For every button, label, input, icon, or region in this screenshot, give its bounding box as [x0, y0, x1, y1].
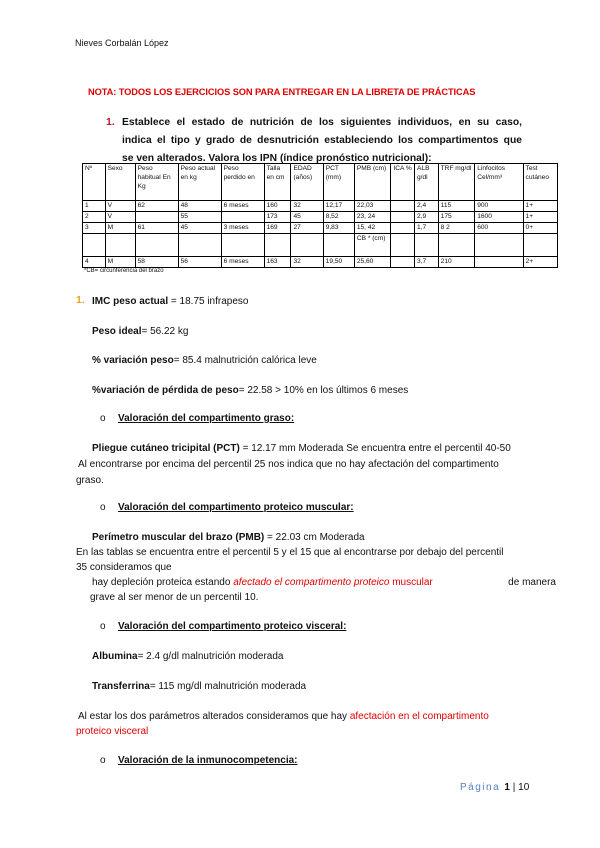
question-line: se ven alterados. Valora los IPN (índice pronóstico nutricional): — [122, 153, 432, 164]
table-cell: 8,52 — [323, 212, 354, 223]
table-row — [83, 223, 558, 234]
table-row — [83, 234, 558, 257]
alb-line — [92, 651, 283, 662]
table-header-cell: Sexo — [105, 164, 135, 201]
table-header-cell: Peso habitual En Kg — [135, 164, 178, 201]
table-cell: 55 — [178, 212, 221, 223]
table-cell: 1,7 — [415, 223, 439, 234]
table-cell: 2,4 — [415, 201, 439, 212]
muscular-line5: grave al ser menor de un percentil 10. — [90, 592, 259, 603]
table-cell: 25,60 — [354, 257, 391, 268]
table-cell: V — [105, 201, 135, 212]
table-cell: 45 — [291, 212, 323, 223]
table-cell — [83, 234, 106, 257]
table-header-cell: Talla en cm — [264, 164, 291, 201]
table-header-cell: Linfocitos Cel/mm³ — [475, 164, 523, 201]
pmb-label: Perímetro muscular del brazo (PMB) — [92, 532, 265, 543]
table-row — [83, 212, 558, 223]
imc-value: = 18.75 infrapeso — [168, 296, 249, 307]
table-cell: 22,03 — [354, 201, 391, 212]
muscular-line2: En las tablas se encuentra entre el percentil 5 y el 15 que al encontrarse por debajo del percentil — [76, 547, 504, 558]
table-header-cell: PCT (mm) — [323, 164, 354, 201]
peso-ideal-value: = 56.22 kg — [141, 326, 189, 337]
table-header-cell: Peso perdido en — [221, 164, 264, 201]
page-footer — [460, 782, 529, 793]
table-cell — [475, 257, 523, 268]
table-cell — [391, 257, 415, 268]
table-cell — [391, 201, 415, 212]
question-number: 1. — [106, 116, 115, 128]
table-cell — [438, 234, 475, 257]
table-cell: 62 — [135, 201, 178, 212]
table-cell: 23, 24 — [354, 212, 391, 223]
graso-title: Valoración del compartimento graso: — [118, 413, 295, 424]
alb-value: = 2.4 g/dl malnutrición moderada — [137, 651, 284, 662]
table-header-cell: ICA % — [391, 164, 415, 201]
peso-ideal-label: Peso ideal — [92, 326, 142, 337]
table-cell: 58 — [135, 257, 178, 268]
table-cell — [415, 234, 439, 257]
bullet-icon: o — [100, 413, 106, 424]
visceral-text: Al estar los dos parámetros alterados consideramos que hay — [78, 711, 350, 722]
table-header-row — [83, 164, 558, 201]
table-cell: 9,83 — [323, 223, 354, 234]
table-cell — [323, 234, 354, 257]
table-cell — [221, 212, 264, 223]
pct-value: = 12.17 mm Moderada Se encuentra entre el percentil 40-50 — [239, 443, 511, 454]
muscular-highlight-word: muscular — [389, 577, 433, 588]
page-total: 10 — [518, 782, 530, 793]
var-perdida-label: %variación de pérdida de peso — [92, 385, 239, 396]
table-cell: M — [105, 223, 135, 234]
table-cell — [135, 212, 178, 223]
table-cell: 3 — [83, 223, 106, 234]
trf-label: Transferrina — [92, 681, 150, 692]
muscular-title: Valoración del compartimento proteico muscular: — [118, 502, 354, 513]
table-cell: 8 2 — [438, 223, 475, 234]
var-perdida-line — [92, 385, 408, 396]
table-cell: 1 — [83, 201, 106, 212]
inmuno-title: Valoración de la inmunocompetencia: — [118, 755, 298, 766]
page-number: 1 — [504, 782, 510, 793]
table-cell: M — [105, 257, 135, 268]
page-label: Página — [460, 782, 501, 793]
peso-ideal-line — [92, 326, 188, 337]
table-cell: 1+ — [523, 201, 557, 212]
table-header-cell: ALB g/dl — [415, 164, 439, 201]
table-cell — [221, 234, 264, 257]
visceral-title: Valoración del compartimento proteico visceral: — [118, 621, 347, 632]
table-cell: 115 — [438, 201, 475, 212]
nota-heading: NOTA: TODOS LOS EJERCICIOS SON PARA ENTREGAR EN LA LIBRETA DE PRÁCTICAS — [88, 87, 476, 97]
muscular-highlight: afectado el compartimento proteico — [233, 577, 390, 588]
table-cell — [475, 234, 523, 257]
bullet-icon: o — [100, 621, 106, 632]
nutrition-table — [82, 163, 558, 268]
table-cell — [264, 234, 291, 257]
table-cell: 0+ — [523, 223, 557, 234]
graso-line2: Al encontrarse por encima del percentil 25 nos indica que no hay afectación del compartimento — [78, 459, 499, 470]
muscular-line4 — [92, 577, 556, 588]
table-cell: 2+ — [523, 257, 557, 268]
table-row — [83, 257, 558, 268]
var-peso-line — [92, 355, 317, 366]
question-line: Establece el estado de nutrición de los siguientes individuos, en su caso, — [122, 117, 522, 128]
table-cell: 1600 — [475, 212, 523, 223]
imc-line — [92, 296, 248, 307]
author-header: Nieves Corbalán López — [75, 38, 169, 48]
table-cell: 163 — [264, 257, 291, 268]
table-header-cell: EDAD (años) — [291, 164, 323, 201]
table-cell — [135, 234, 178, 257]
table-cell — [178, 234, 221, 257]
table-cell: 3,7 — [415, 257, 439, 268]
trf-line — [92, 681, 306, 692]
var-peso-label: % variación peso — [92, 355, 174, 366]
table-cell — [291, 234, 323, 257]
table-cell: V — [105, 212, 135, 223]
table-cell: 175 — [438, 212, 475, 223]
table-cell — [391, 212, 415, 223]
visceral-line-a — [78, 711, 489, 722]
table-cell: 2 — [83, 212, 106, 223]
table-cell: 56 — [178, 257, 221, 268]
table-cell — [105, 234, 135, 257]
pct-line — [92, 443, 511, 454]
var-perdida-value: = 22.58 > 10% en los últimos 6 meses — [238, 385, 409, 396]
table-cell: 3 meses — [221, 223, 264, 234]
table-header-cell: Nº — [83, 164, 106, 201]
table-cell: 12,17 — [323, 201, 354, 212]
pmb-value: = 22.03 cm Moderada — [264, 532, 365, 543]
table-cell: 27 — [291, 223, 323, 234]
table-cell: 32 — [291, 257, 323, 268]
graso-line3: graso. — [76, 475, 104, 486]
pct-label: Pliegue cutáneo tricipital (PCT) — [92, 443, 240, 454]
table-cell: 45 — [178, 223, 221, 234]
table-footnote: *CB= circunferencia del brazo — [84, 268, 164, 274]
table-cell: 6 meses — [221, 257, 264, 268]
muscular-line3: 35 consideramos que — [76, 562, 172, 573]
table-cell: 48 — [178, 201, 221, 212]
alb-label: Albumina — [92, 651, 138, 662]
table-cell — [523, 234, 557, 257]
visceral-line-c: proteico visceral — [76, 726, 149, 737]
table-header-cell: TRF mg/dl — [438, 164, 475, 201]
table-row — [83, 201, 558, 212]
table-header-cell: Peso actual en kg — [178, 164, 221, 201]
question-text — [122, 114, 522, 168]
table-cell: 1+ — [523, 212, 557, 223]
table-cell: 61 — [135, 223, 178, 234]
table-cell: 32 — [291, 201, 323, 212]
table-cell — [391, 223, 415, 234]
bullet-icon: o — [100, 502, 106, 513]
var-peso-value: = 85.4 malnutrición calórica leve — [173, 355, 317, 366]
table-header-cell: Test cutáneo — [523, 164, 557, 201]
pmb-line — [92, 532, 365, 543]
table-header-cell: PMB (cm) — [354, 164, 391, 201]
table-cell: 2,9 — [415, 212, 439, 223]
table-cell: 900 — [475, 201, 523, 212]
table-cell: CB * (cm) — [354, 234, 391, 257]
trf-value: = 115 mg/dl malnutrición moderada — [149, 681, 307, 692]
table-cell: 210 — [438, 257, 475, 268]
table-cell — [391, 234, 415, 257]
table-cell: 173 — [264, 212, 291, 223]
table-cell: 15, 42 — [354, 223, 391, 234]
table-cell: 169 — [264, 223, 291, 234]
muscular-line4d: de manera — [505, 577, 556, 588]
muscular-line4a: hay depleción proteica estando — [92, 577, 234, 588]
bullet-icon: o — [100, 755, 106, 766]
table-cell: 6 meses — [221, 201, 264, 212]
visceral-highlight: afectación en el compartimento — [349, 711, 489, 722]
table-cell: 4 — [83, 257, 106, 268]
table-cell: 600 — [475, 223, 523, 234]
page-sep: | — [509, 782, 519, 793]
table-cell: 19,50 — [323, 257, 354, 268]
table-cell: 160 — [264, 201, 291, 212]
section-number: 1. — [76, 294, 85, 306]
question-line: indica el tipo y grado de desnutrición estableciendo los compartimentos que — [122, 135, 522, 146]
imc-label: IMC peso actual — [92, 296, 169, 307]
